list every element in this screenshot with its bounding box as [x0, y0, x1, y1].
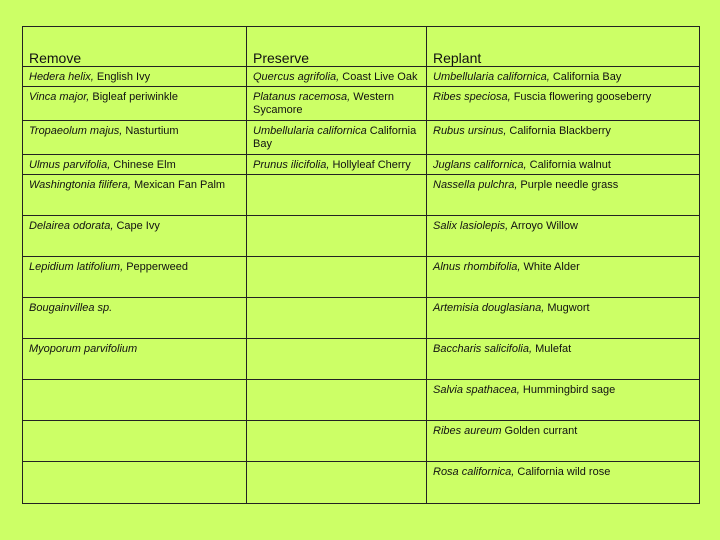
cell-replant: [427, 462, 700, 504]
cell-replant: [427, 121, 700, 155]
cell-remove: [23, 87, 247, 121]
header-remove: Remove: [23, 27, 247, 67]
table-row: [23, 216, 700, 257]
scientific-name: Artemisia douglasiana,: [433, 302, 545, 314]
cell-remove: [23, 121, 247, 155]
cell-replant: [427, 257, 700, 298]
scientific-name: Ribes aureum: [433, 425, 502, 437]
cell-remove: [23, 216, 247, 257]
scientific-name: Salvia spathacea,: [433, 384, 520, 396]
table-row: [23, 257, 700, 298]
common-name: Arroyo Willow: [508, 220, 578, 232]
table-row: [23, 339, 700, 380]
table-row: [23, 298, 700, 339]
cell-preserve: [247, 87, 427, 121]
common-name: Hollyleaf Cherry: [329, 159, 411, 171]
cell-preserve: [247, 155, 427, 175]
scientific-name: Baccharis salicifolia,: [433, 343, 533, 355]
common-name: California Bay: [549, 71, 622, 83]
cell-preserve: [247, 339, 427, 380]
common-name: Bigleaf periwinkle: [89, 91, 178, 103]
scientific-name: Umbellularia californica,: [433, 71, 550, 83]
common-name: Chinese Elm: [110, 159, 176, 171]
cell-preserve: [247, 421, 427, 462]
common-name: Fuscia flowering gooseberry: [510, 91, 652, 103]
cell-replant: [427, 67, 700, 87]
cell-replant: [427, 380, 700, 421]
common-name: Golden currant: [501, 425, 578, 437]
common-name: California walnut: [526, 159, 611, 171]
common-name: California Bay: [253, 125, 417, 150]
common-name: Mexican Fan Palm: [130, 179, 226, 191]
table-row: [23, 121, 700, 155]
scientific-name: Lepidium latifolium,: [29, 261, 124, 273]
common-name: White Alder: [520, 261, 580, 273]
cell-remove: [23, 257, 247, 298]
cell-preserve: [247, 67, 427, 87]
scientific-name: Ulmus parvifolia,: [29, 159, 111, 171]
common-name: California wild rose: [514, 466, 611, 478]
table-row: [23, 67, 700, 87]
cell-replant: [427, 421, 700, 462]
cell-preserve: [247, 462, 427, 504]
table-row: [23, 87, 700, 121]
scientific-name: Ribes speciosa,: [433, 91, 511, 103]
cell-replant: [427, 339, 700, 380]
cell-replant: [427, 216, 700, 257]
header-row: [23, 27, 700, 67]
common-name: Pepperweed: [123, 261, 188, 273]
cell-replant: [427, 155, 700, 175]
cell-remove: [23, 462, 247, 504]
common-name: English Ivy: [93, 71, 151, 83]
cell-preserve: [247, 380, 427, 421]
cell-remove: [23, 67, 247, 87]
cell-remove: [23, 339, 247, 380]
common-name: Western Sycamore: [253, 91, 395, 116]
scientific-name: Salix lasiolepis,: [433, 220, 509, 232]
scientific-name: Umbellularia californica: [253, 125, 367, 137]
table-row: [23, 175, 700, 216]
common-name: Hummingbird sage: [519, 384, 616, 396]
common-name: Mugwort: [544, 302, 590, 314]
cell-replant: [427, 87, 700, 121]
plant-table: [22, 26, 700, 504]
scientific-name: Bougainvillea sp.: [29, 302, 113, 314]
scientific-name: Rubus ursinus,: [433, 125, 507, 137]
table-row: [23, 462, 700, 504]
table-row: [23, 421, 700, 462]
scientific-name: Nassella pulchra,: [433, 179, 518, 191]
cell-replant: [427, 298, 700, 339]
scientific-name: Prunus ilicifolia,: [253, 159, 330, 171]
scientific-name: Quercus agrifolia,: [253, 71, 340, 83]
cell-remove: [23, 421, 247, 462]
scientific-name: Platanus racemosa,: [253, 91, 351, 103]
common-name: Purple needle grass: [517, 179, 619, 191]
common-name: California Blackberry: [506, 125, 611, 137]
header-replant: Replant: [427, 27, 700, 67]
common-name: Nasturtium: [122, 125, 179, 137]
common-name: Cape Ivy: [113, 220, 160, 232]
cell-preserve: [247, 175, 427, 216]
scientific-name: Rosa californica,: [433, 466, 515, 478]
header-preserve: Preserve: [247, 27, 427, 67]
common-name: Mulefat: [532, 343, 572, 355]
cell-remove: [23, 298, 247, 339]
cell-preserve: [247, 216, 427, 257]
cell-remove: [23, 175, 247, 216]
cell-preserve: [247, 298, 427, 339]
common-name: Coast Live Oak: [339, 71, 418, 83]
table-row: [23, 380, 700, 421]
scientific-name: Alnus rhombifolia,: [433, 261, 521, 273]
scientific-name: Myoporum parvifolium: [29, 343, 138, 355]
cell-preserve: [247, 257, 427, 298]
scientific-name: Washingtonia filifera,: [29, 179, 131, 191]
cell-remove: [23, 155, 247, 175]
table-row: [23, 155, 700, 175]
scientific-name: Tropaeolum majus,: [29, 125, 123, 137]
scientific-name: Vinca major,: [29, 91, 90, 103]
scientific-name: Juglans californica,: [433, 159, 527, 171]
scientific-name: Hedera helix,: [29, 71, 94, 83]
cell-preserve: [247, 121, 427, 155]
cell-remove: [23, 380, 247, 421]
scientific-name: Delairea odorata,: [29, 220, 114, 232]
cell-replant: [427, 175, 700, 216]
